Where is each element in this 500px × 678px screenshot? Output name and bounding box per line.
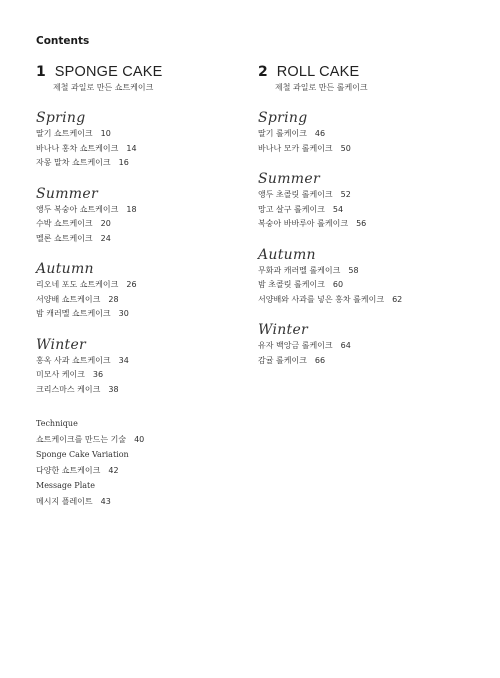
entry-title: 수박 쇼트케이크 <box>36 219 93 228</box>
toc-entry[interactable] <box>258 203 473 218</box>
toc-entry[interactable] <box>258 217 473 232</box>
toc-entry[interactable] <box>258 278 473 293</box>
toc-entry[interactable] <box>36 203 251 218</box>
entry-title: 미모사 케이크 <box>36 370 85 379</box>
toc-entry[interactable] <box>36 293 251 308</box>
entry-title: 자몽 말차 쇼트케이크 <box>36 158 111 167</box>
toc-entry[interactable] <box>36 142 251 157</box>
toc-entry[interactable] <box>36 432 251 448</box>
toc-entry[interactable] <box>258 339 473 354</box>
chapter-title: ROLL CAKE <box>276 64 360 80</box>
entry-title: 메시지 플레이트 <box>36 496 93 506</box>
page-number: 56 <box>356 219 367 228</box>
entry-title: 홍옥 사과 쇼트케이크 <box>36 355 111 365</box>
page-number: 60 <box>332 280 344 289</box>
page-number: 30 <box>118 309 129 318</box>
entry-title: 유자 백앙금 롤케이크 <box>258 341 333 350</box>
toc-entry[interactable] <box>258 142 473 157</box>
chapter-header <box>36 64 251 80</box>
page-number: 10 <box>100 129 111 138</box>
entry-title: 밤 캐러멜 쇼트케이크 <box>36 309 111 318</box>
entry-title: 다양한 쇼트케이크 <box>36 465 101 475</box>
page-number: 43 <box>100 496 111 506</box>
page-number: 64 <box>340 341 351 350</box>
page-number: 58 <box>348 265 359 275</box>
page-number: 28 <box>108 294 119 304</box>
sponge-cake-column <box>36 64 251 509</box>
entry-title: 바나나 모카 롤케이크 <box>258 143 333 153</box>
entry-title: 멜론 쇼트케이크 <box>36 233 93 243</box>
toc-entry[interactable] <box>36 307 251 322</box>
season-heading-autumn: Autumn <box>36 261 94 277</box>
page-number: 40 <box>134 434 145 444</box>
toc-entry[interactable] <box>258 354 473 369</box>
entry-title: 망고 살구 롤케이크 <box>258 204 325 214</box>
season-heading-summer: Summer <box>36 185 98 202</box>
page-number: 20 <box>100 219 111 228</box>
page-number: 50 <box>340 143 351 153</box>
page-number: 38 <box>108 384 119 394</box>
page-number: 52 <box>340 190 351 199</box>
entry-title: 크리스마스 케이크 <box>36 384 101 394</box>
variation-heading: Sponge Cake Variation <box>36 450 129 459</box>
chapter-number: 1 <box>36 64 46 80</box>
page-number: 16 <box>118 158 129 167</box>
page-number: 14 <box>126 143 137 153</box>
technique-heading: Technique <box>36 419 78 428</box>
entry-title: 딸기 쇼트케이크 <box>36 129 93 138</box>
toc-entry[interactable] <box>36 232 251 247</box>
page-number: 26 <box>126 280 137 289</box>
entry-title: 서양배와 사과를 넣은 홍차 롤케이크 <box>258 294 385 304</box>
toc-entry[interactable] <box>36 156 251 171</box>
message-plate-heading: Message Plate <box>36 481 95 490</box>
entry-title: 앵두 복숭아 쇼트케이크 <box>36 204 119 214</box>
toc-entry[interactable] <box>36 494 251 510</box>
page-number: 66 <box>314 355 326 365</box>
chapter-subtitle: 제철 과일로 만든 롤케이크 <box>275 83 368 92</box>
page-number: 46 <box>314 129 326 138</box>
season-heading-autumn: Autumn <box>258 246 316 263</box>
season-heading-summer: Summer <box>258 171 320 187</box>
entry-title: 쇼트케이크를 만드는 기술 <box>36 434 127 444</box>
toc-entry[interactable] <box>36 463 251 479</box>
toc-entry[interactable] <box>36 127 251 142</box>
season-heading-spring: Spring <box>258 110 308 126</box>
toc-entry[interactable] <box>36 278 251 293</box>
page-number: 18 <box>126 204 137 214</box>
season-heading-winter: Winter <box>36 336 87 353</box>
toc-entry[interactable] <box>258 127 473 142</box>
page-number: 36 <box>92 370 104 379</box>
contents-heading: Contents <box>36 35 90 47</box>
page-number: 62 <box>392 294 403 304</box>
page-number: 24 <box>100 233 111 243</box>
toc-entry[interactable] <box>36 217 251 232</box>
entry-title: 감귤 롤케이크 <box>258 355 307 365</box>
chapter-subtitle: 제철 과일로 만든 쇼트케이크 <box>53 83 154 92</box>
toc-entry[interactable] <box>36 368 251 383</box>
toc-entry[interactable] <box>36 354 251 369</box>
entry-title: 앵두 초콜릿 롤케이크 <box>258 190 333 199</box>
page-number: 42 <box>108 465 119 475</box>
chapter-header <box>258 64 473 80</box>
roll-cake-column <box>258 64 473 368</box>
entry-title: 무화과 캐러멜 롤케이크 <box>258 265 341 275</box>
entry-title: 리오네 포도 쇼트케이크 <box>36 280 119 289</box>
toc-entry[interactable] <box>258 188 473 203</box>
toc-entry[interactable] <box>36 383 251 398</box>
toc-entry[interactable] <box>258 293 473 308</box>
entry-title: 서양배 쇼트케이크 <box>36 294 101 304</box>
entry-title: 딸기 롤케이크 <box>258 129 307 138</box>
chapter-title: SPONGE CAKE <box>54 64 163 80</box>
toc-entry[interactable] <box>258 264 473 279</box>
entry-title: 밤 초콜릿 롤케이크 <box>258 280 325 289</box>
season-heading-winter: Winter <box>258 322 309 338</box>
entry-title: 바나나 홍차 쇼트케이크 <box>36 143 119 153</box>
entry-title: 복숭아 바바루아 롤케이크 <box>258 219 349 228</box>
chapter-number: 2 <box>258 64 268 80</box>
page-number: 54 <box>332 204 344 214</box>
season-heading-spring: Spring <box>36 110 86 126</box>
page-number: 34 <box>118 355 129 365</box>
